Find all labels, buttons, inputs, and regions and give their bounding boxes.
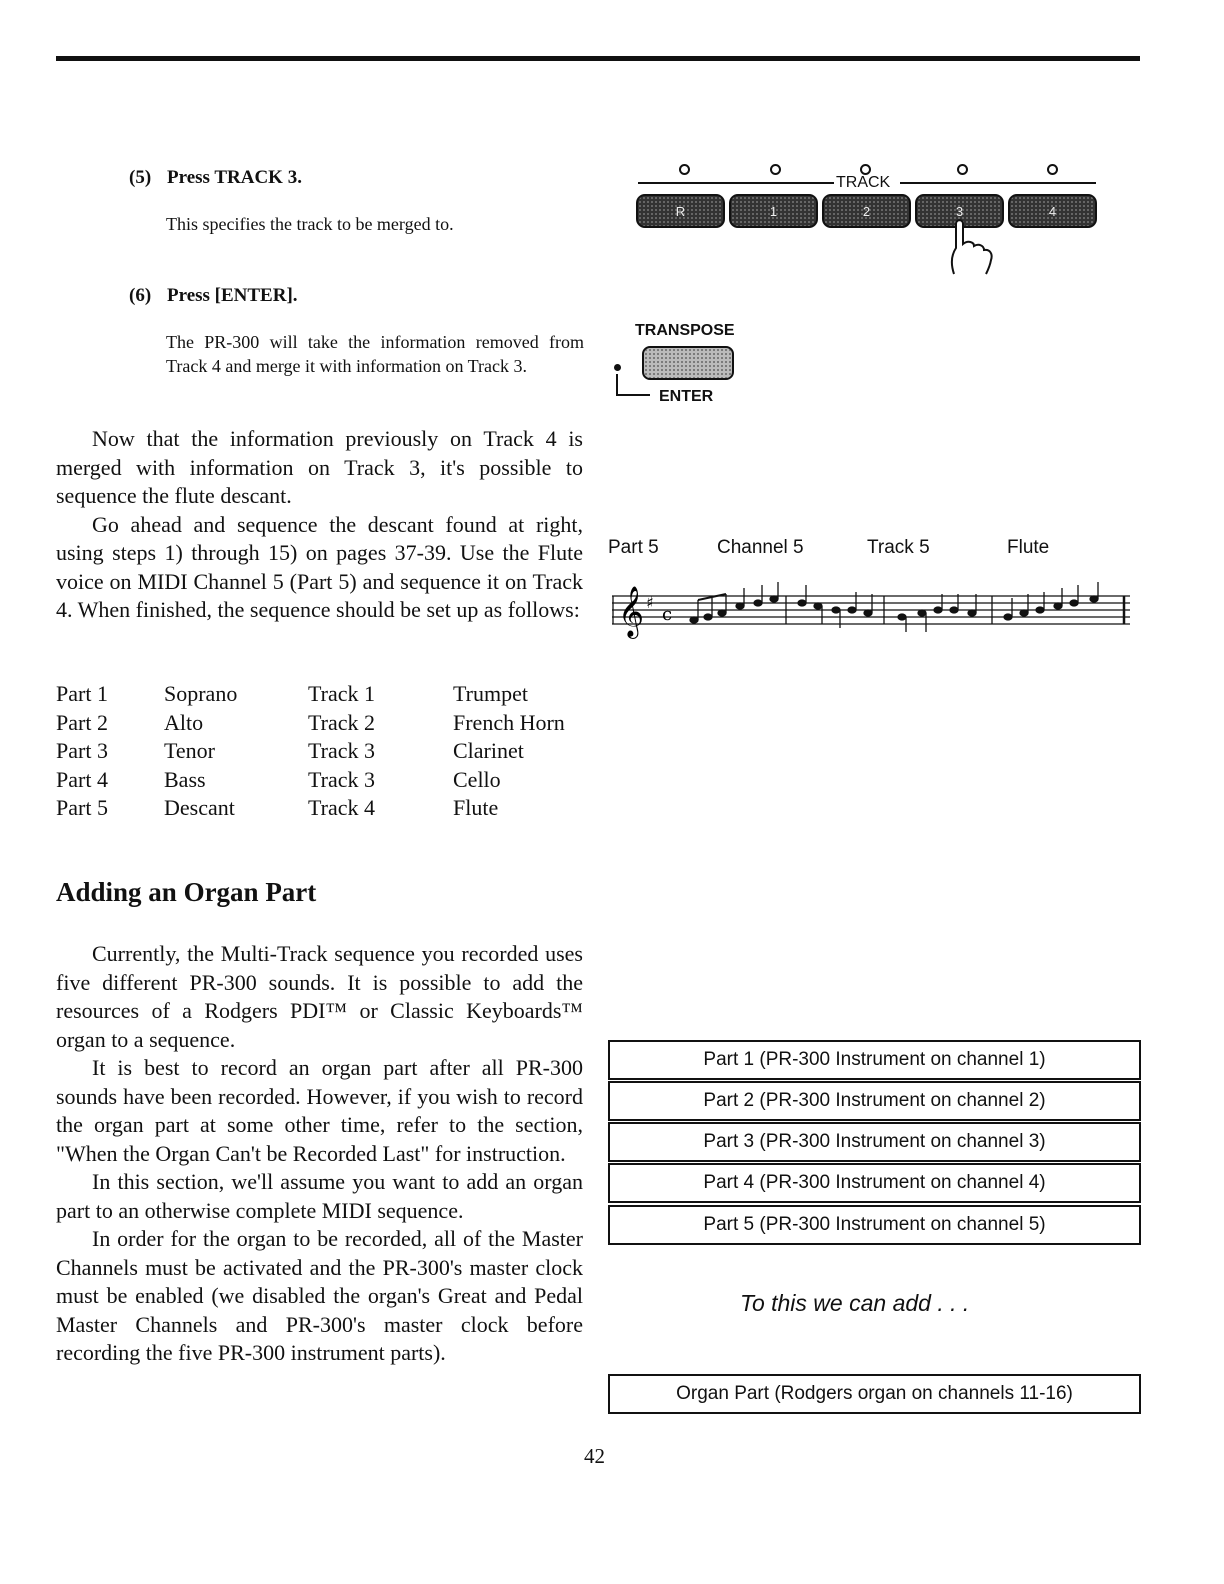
- step-5-title: Press TRACK 3.: [167, 167, 302, 188]
- sharp-icon: ♯: [646, 593, 654, 612]
- enter-bracket-horizontal: [616, 394, 650, 396]
- transpose-led: [614, 364, 621, 371]
- table-cell: Track 3: [308, 766, 376, 792]
- track-button-label: R: [675, 204, 686, 219]
- track-line-right: [900, 182, 1096, 184]
- organ-paragraphs: [56, 940, 583, 1368]
- enter-label: ENTER: [659, 388, 714, 405]
- transpose-label: TRANSPOSE: [635, 322, 735, 339]
- paragraph: In order for the organ to be recorded, all of the Master Channels must be activated and the PR-300's master clock must be enabled (we disabled the organ's Great and Pedal Master Channels and PR-300's master clock before recording the five PR-300 instrument parts).: [56, 1226, 583, 1365]
- table-cell: Flute: [453, 795, 499, 820]
- step-6-number: (6): [129, 285, 152, 306]
- track-led-r: [679, 164, 690, 175]
- table-row: [56, 680, 565, 709]
- track-button-label: 4: [1048, 204, 1057, 219]
- transpose-panel: [612, 322, 752, 412]
- table-row: [56, 737, 565, 766]
- track-button-label: 1: [769, 204, 778, 219]
- score-part-label: Part 5: [608, 537, 659, 558]
- instrument-box-part-3: Part 3 (PR-300 Instrument on channel 3): [608, 1122, 1141, 1162]
- common-time-icon: c: [662, 604, 673, 625]
- table-cell: French Horn: [453, 709, 565, 735]
- paragraph: Now that the information previously on Track 4 is merged with information on Track 3, it's possible to sequence the flute descant.: [56, 426, 583, 508]
- score-voice-label: Flute: [1007, 537, 1050, 558]
- instrument-box-part-1: Part 1 (PR-300 Instrument on channel 1): [608, 1040, 1141, 1080]
- track-line-left: [638, 182, 834, 184]
- table-cell: Tenor: [164, 738, 215, 763]
- table-cell: Part 1: [56, 681, 108, 706]
- table-cell: Descant: [164, 795, 235, 820]
- paragraph: In this section, we'll assume you want to add an organ part to an otherwise complete MIDI sequence.: [56, 1169, 583, 1223]
- table-cell: Cello: [453, 766, 501, 792]
- step-5-heading: [129, 167, 302, 189]
- table-cell: Soprano: [164, 681, 238, 706]
- table-cell: Bass: [164, 766, 206, 792]
- paragraph: It is best to record an organ part after all PR-300 sounds have been recorded. However, if you wish to record the organ part at some other time, refer to the section, "When the Organ Can't be Recorded Last" for instruction.: [56, 1055, 583, 1166]
- track-button-1[interactable]: [729, 194, 818, 228]
- flute-descant-score: [612, 582, 1132, 644]
- transpose-enter-button[interactable]: [642, 346, 734, 380]
- track-button-r[interactable]: [636, 194, 725, 228]
- track-panel: [636, 160, 1098, 275]
- table-cell: Clarinet: [453, 738, 524, 763]
- step-6-title: Press [ENTER].: [167, 285, 298, 306]
- track-button-2[interactable]: [822, 194, 911, 228]
- paragraph: Go ahead and sequence the descant found at right, using steps 1) through 15) on pages 37-39. Use the Flute voice on MIDI Channel 5 (Part 5) and sequence it on Track 4. When finished, the sequence should be set up as follows:: [56, 511, 583, 622]
- track-led-4: [1047, 164, 1058, 175]
- page-number: 42: [584, 1444, 605, 1468]
- step-5-number: (5): [129, 167, 152, 188]
- table-cell: Part 3: [56, 738, 108, 763]
- step-5-body: This specifies the track to be merged to.: [166, 214, 454, 234]
- section-title: Adding an Organ Part: [56, 877, 317, 907]
- track-buttons: [636, 194, 1098, 228]
- track-button-label: 3: [955, 204, 964, 219]
- table-cell: Trumpet: [453, 681, 528, 706]
- table-cell: Part 4: [56, 766, 108, 792]
- score-track-label: Track 5: [867, 537, 930, 558]
- paragraph: Currently, the Multi-Track sequence you recorded uses five different PR-300 sounds. It is possible to add the resources of a Rodgers PDI™ or Classic Keyboards™ organ to a sequence.: [56, 941, 583, 1052]
- table-cell: Part 2: [56, 709, 108, 735]
- track-button-4[interactable]: [1008, 194, 1097, 228]
- track-led-3: [957, 164, 968, 175]
- intro-paragraphs: [56, 425, 583, 625]
- table-cell: Track 3: [308, 738, 376, 763]
- instrument-box-part-2: Part 2 (PR-300 Instrument on channel 2): [608, 1081, 1141, 1121]
- add-caption: To this we can add . . .: [740, 1290, 970, 1316]
- pointing-hand-icon: [946, 216, 1002, 276]
- treble-clef-icon: 𝄞: [618, 586, 645, 637]
- table-cell: Part 5: [56, 795, 108, 820]
- parts-table: [56, 680, 565, 823]
- top-rule: [56, 56, 1140, 61]
- table-cell: Track 2: [308, 709, 376, 735]
- organ-part-box: Organ Part (Rodgers organ on channels 11-16): [608, 1374, 1141, 1414]
- table-row: [56, 766, 565, 795]
- track-led-1: [770, 164, 781, 175]
- table-row: [56, 794, 565, 823]
- instrument-box-part-4: Part 4 (PR-300 Instrument on channel 4): [608, 1163, 1141, 1203]
- table-cell: Alto: [164, 709, 204, 735]
- score-channel-label: Channel 5: [717, 537, 804, 558]
- enter-bracket-vertical: [616, 374, 618, 396]
- instrument-box-part-5: Part 5 (PR-300 Instrument on channel 5): [608, 1205, 1141, 1245]
- track-button-label: 2: [862, 204, 871, 219]
- table-cell: Track 4: [308, 795, 376, 820]
- table-row: [56, 709, 565, 738]
- step-6-body: The PR-300 will take the information removed from Track 4 and merge it with information on Track 3.: [166, 332, 584, 376]
- step-6-heading: [129, 285, 298, 307]
- table-cell: Track 1: [308, 681, 376, 706]
- track-label: TRACK: [836, 174, 891, 191]
